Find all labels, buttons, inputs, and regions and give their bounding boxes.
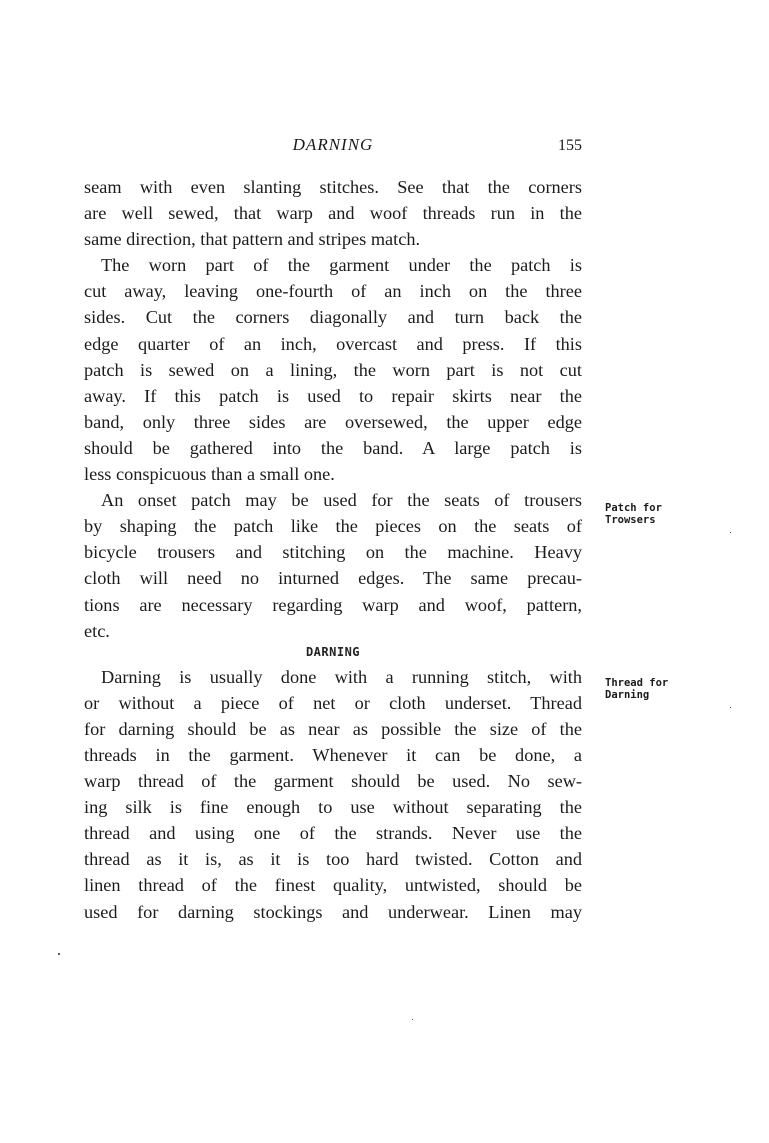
paragraph [84, 664, 582, 925]
margin-note-line: Thread for [605, 677, 669, 689]
text-line: threads in the garment. Whenever it can be done, a [84, 744, 582, 765]
margin-note-thread-for-darning [605, 677, 725, 701]
text-line: linen thread of the finest quality, untwisted, should be [84, 875, 582, 896]
running-title: DARNING [292, 135, 374, 154]
text-line: or without a piece of net or cloth underset. Thread [84, 692, 582, 713]
text-line: tions are necessary regarding warp and woof, pattern, [84, 594, 582, 615]
scan-speck [58, 953, 60, 955]
margin-note-line: Patch for [605, 502, 662, 514]
text-line: bicycle trousers and stitching on the machine. Heavy [84, 542, 582, 563]
text-line: are well sewed, that warp and woof threads run in the [84, 203, 582, 224]
text-line: seam with even slanting stitches. See that the corners [84, 177, 582, 197]
body-text [84, 174, 582, 925]
running-head [84, 135, 582, 157]
text-line: less conspicuous than a small one. [84, 464, 335, 485]
paragraph [84, 487, 582, 644]
text-line: patch is sewed on a lining, the worn part is not cut [84, 359, 582, 380]
text-line: Darning is usually done with a running stitch, with [101, 666, 582, 687]
text-line: edge quarter of an inch, overcast and press. If this [84, 333, 582, 354]
margin-note-line: Trowsers [605, 514, 656, 526]
paragraph [84, 174, 582, 252]
text-line: The worn part of the garment under the patch is [101, 255, 582, 276]
section-heading: DARNING [305, 644, 361, 659]
margin-note-line: Darning [605, 689, 650, 701]
text-line: for darning should be as near as possible the size of the [84, 718, 582, 739]
text-line: same direction, that pattern and stripes match. [84, 229, 421, 250]
text-line: An onset patch may be used for the seats of trousers [101, 490, 582, 511]
text-line: ing silk is fine enough to use without separating the [84, 797, 582, 818]
text-line: used for darning stockings and underwear. Linen may [84, 901, 582, 922]
text-line: band, only three sides are oversewed, the upper edge [84, 411, 582, 432]
text-line: sides. Cut the corners diagonally and turn back the [84, 307, 582, 328]
page-number: 155 [558, 137, 582, 154]
text-line: etc. [84, 620, 110, 641]
scan-speck [730, 532, 731, 533]
text-line: thread and using one of the strands. Never use the [84, 823, 582, 844]
scan-speck [730, 707, 731, 708]
text-line: warp thread of the garment should be used. No sew- [84, 771, 582, 792]
text-line: away. If this patch is used to repair skirts near the [84, 385, 582, 406]
margin-note-patch-for-trowsers [605, 502, 725, 526]
text-line: should be gathered into the band. A large patch is [84, 437, 582, 458]
paragraph [84, 252, 582, 487]
scan-speck [412, 1019, 413, 1020]
text-line: cloth will need no inturned edges. The same precau- [84, 568, 582, 589]
text-line: thread as it is, as it is too hard twisted. Cotton and [84, 849, 582, 870]
text-line: cut away, leaving one-fourth of an inch on the three [84, 281, 582, 302]
text-line: by shaping the patch like the pieces on the seats of [84, 516, 582, 537]
